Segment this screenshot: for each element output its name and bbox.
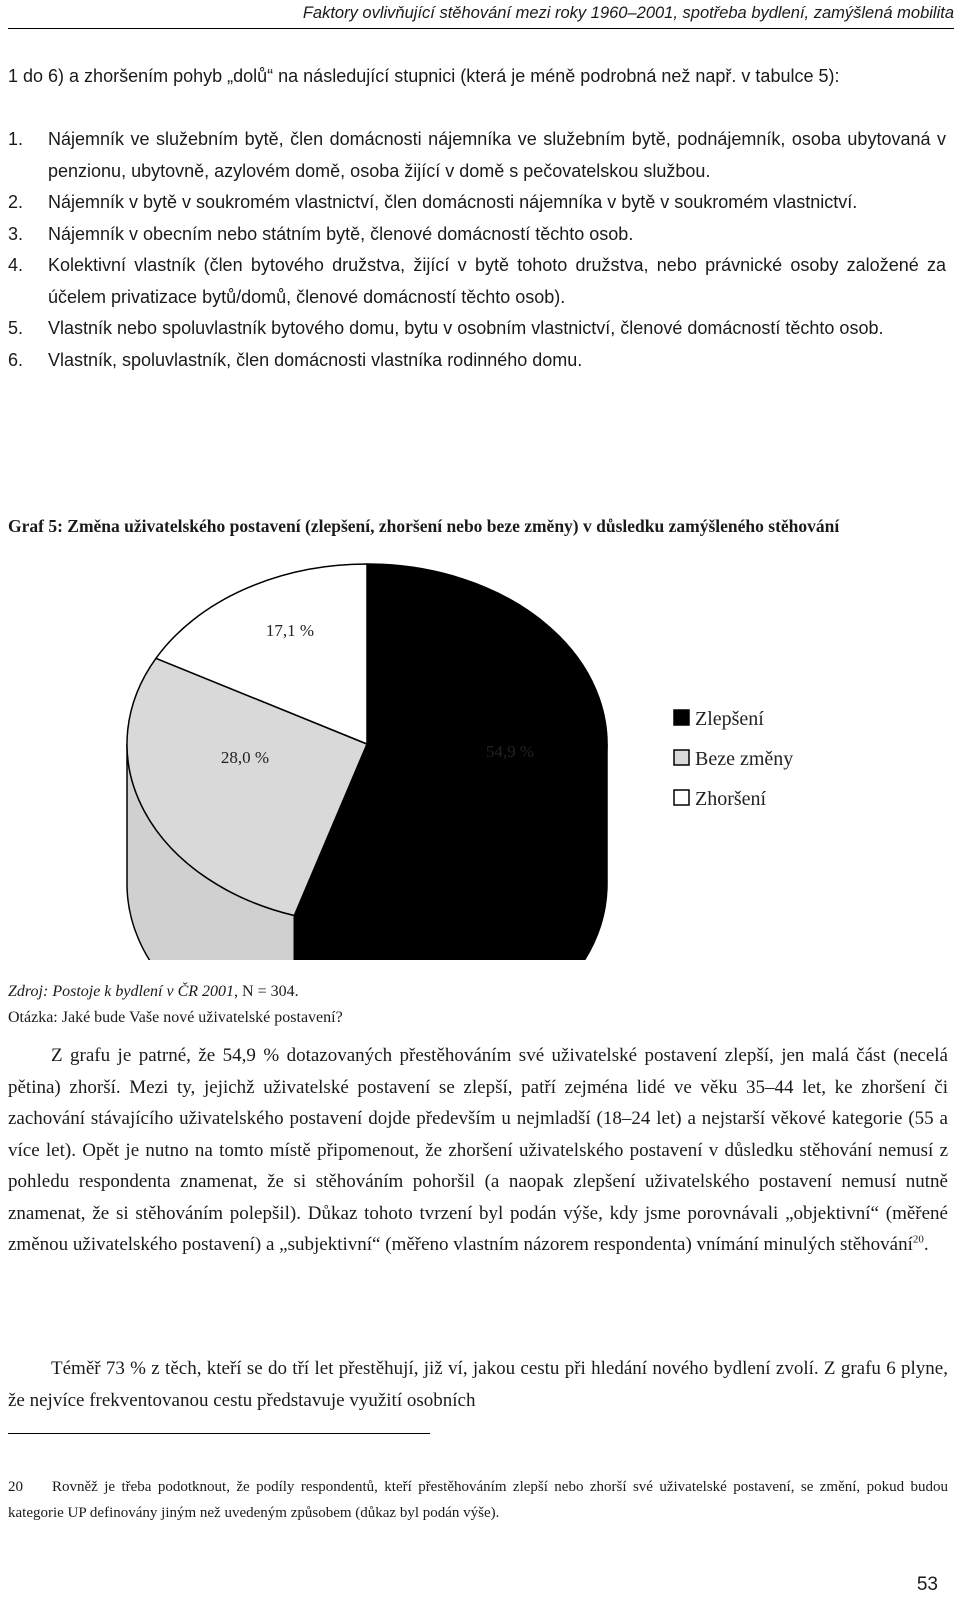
footnote-text: Rovněž je třeba podotknout, že podíly respondentů, kteří přestěhováním zlepší nebo zhorší své uživatelské postavení, se změní, pokud budou kategorie UP definovány jiným než uvedeným způsobem (důkaz byl podán výše). — [8, 1479, 948, 1521]
list-item-text: Vlastník, spoluvlastník, člen domácnosti vlastníka rodinného domu. — [48, 349, 583, 370]
chart-source — [8, 979, 343, 1031]
source-question: Otázka: Jaké bude Vaše nové uživatelské postavení? — [8, 1009, 343, 1026]
source-label: Zdroj: — [8, 983, 53, 1000]
legend-label-zlepšení: Zlepšení — [695, 708, 764, 730]
source-line — [8, 979, 343, 1005]
list-item-text: Kolektivní vlastník (člen bytového družstva, žijící v bytě tohoto družstva, nebo právnické osoby založené za účelem privatizace bytů/domů, členové domácností těchto osob). — [48, 255, 946, 307]
list-item — [8, 219, 946, 251]
status-scale-list — [8, 124, 946, 376]
graph-title: Graf 5: Změna uživatelského postavení (zlepšení, zhoršení nebo beze změny) v důsledku zamýšleného stěhování — [8, 516, 840, 536]
footnote — [8, 1474, 948, 1526]
body-paragraph: Téměř 73 % z těch, kteří se do tří let přestěhují, již ví, jakou cestu při hledání nového bydlení zvolí. Z grafu 6 plyne, že nejvíce frekventovanou cestu představuje využití osobních — [8, 1358, 948, 1411]
list-item-number: 4. — [8, 255, 24, 275]
paragraph-text: Z grafu je patrné, že 54,9 % dotazovaných přestěhováním své uživatelské postavení zlepší, jen malá část (necelá pětina) zhorší. Mezi ty, jejichž uživatelské postavení se zlepší, patří zejména lidé ve věku 35–44 let, ke zhoršení či zachování stávajícího uživatelského postavení dojde především u nejmladší (18–24 let) a nejstarší věkové kategorie (55 a více let). Opět je nutno na tomto místě připomenout, že zhoršení uživatelského postavení v důsledku stěhování nemusí z pohledu respondenta znamenat, že si stěhováním pohoršil (a naopak zlepšení uživatelského postavení nemusí nutně znamenat, že si stěhováním polepšil). Důkaz tohoto tvrzení byl podán výše, kdy jsme porovnávali „objektivní“ (měřené změnou uživatelského postavení) a „subjektivní“ (měřeno vlastním názorem respondenta) vnímání minulých stěhování — [8, 1045, 948, 1255]
paragraph-end: . — [923, 1234, 929, 1255]
pie-label-beze-změny: 28,0 % — [220, 748, 270, 767]
list-item-number: 2. — [8, 192, 24, 212]
list-item-text: Nájemník v bytě v soukromém vlastnictví, člen domácnosti nájemníka v bytě v soukromém vlastnictví. — [48, 192, 858, 212]
legend-label-beze-změny: Beze změny — [695, 748, 794, 770]
list-item-number: 3. — [8, 223, 24, 244]
pie-label-zlepšení: 54,9 % — [485, 742, 535, 761]
list-item-number: 6. — [8, 349, 24, 370]
list-item — [8, 124, 946, 187]
list-item-text: Nájemník ve služebním bytě, člen domácnosti nájemníka ve služebním bytě, podnájemník, osoba ubytovaná v penzionu, ubytovně, azylovém domě, osoba žijící v domě s pečovatelskou službou. — [48, 129, 946, 181]
intro-text: 1 do 6) a zhoršením pohyb „dolů“ na následující stupnici (která je méně podrobná než např. v tabulce 5): — [8, 66, 840, 86]
legend-swatch-zhoršení — [674, 790, 689, 805]
running-header: Faktory ovlivňující stěhování mezi roky 1960–2001, spotřeba bydlení, zamýšlená mobilita — [8, 2, 954, 29]
list-item — [8, 250, 946, 313]
legend-label-zhoršení: Zhoršení — [695, 788, 767, 810]
source-title: Postoje k bydlení v ČR 2001 — [52, 983, 235, 1000]
list-item-number: 1. — [8, 129, 24, 149]
legend-swatch-zlepšení — [674, 710, 689, 725]
list-item — [8, 345, 946, 377]
pie-label-zhoršení: 17,1 % — [265, 621, 315, 640]
list-item-number: 5. — [8, 318, 24, 338]
pie-chart — [0, 560, 960, 960]
list-item-text: Vlastník nebo spoluvlastník bytového domu, bytu v osobním vlastnictví, členové domácností těchto osob. — [48, 318, 884, 338]
list-item-text: Nájemník v obecním nebo státním bytě, členové domácností těchto osob. — [48, 223, 634, 244]
footnote-reference[interactable]: 20 — [912, 1233, 924, 1246]
source-sample-size: , N = 304. — [234, 983, 299, 1000]
legend-swatch-beze-změny — [674, 750, 689, 765]
footnote-number: 20 — [8, 1479, 23, 1495]
list-item — [8, 187, 946, 219]
footnote-divider — [8, 1433, 430, 1434]
page-number: 53 — [916, 1574, 938, 1595]
list-item — [8, 313, 946, 345]
body-paragraph — [8, 1040, 948, 1261]
